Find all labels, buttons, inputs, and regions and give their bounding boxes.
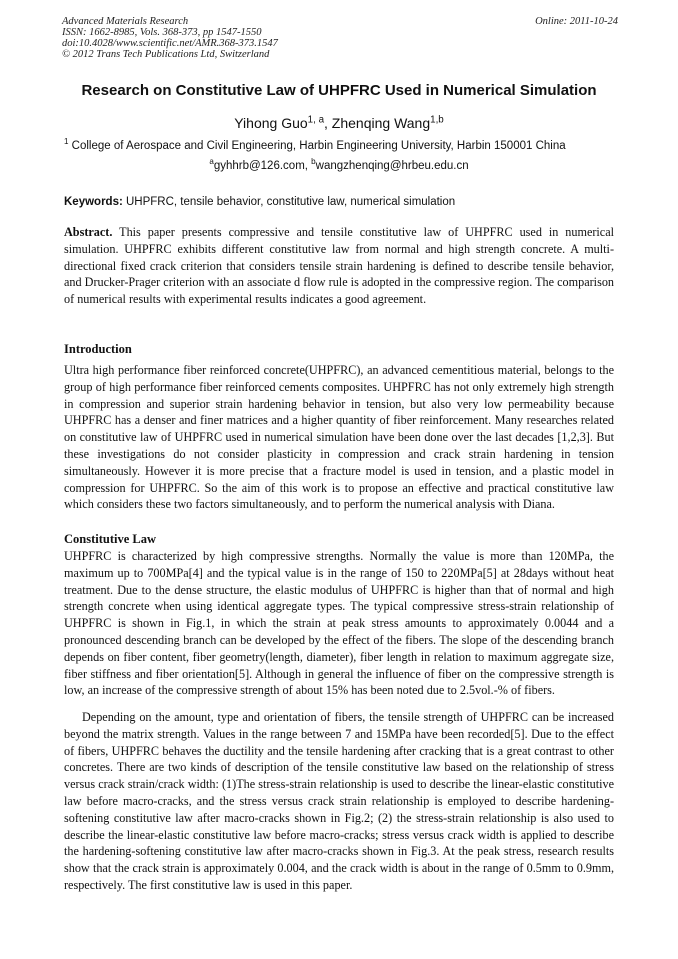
email-line	[40, 157, 638, 172]
abstract-text: This paper presents compressive and tensile constitutive law of UHPFRC used in numerical simulation. UHPFRC exhibits different constitutive law from normal and high strength concrete. A multi-directional fixed crack criterion that considers tensile strain hardening is defined to describe tensile behavior, and Drucker-Prager criterion with an associate d flow rule is adopted in the compressive region. The comparison of numerical results with experimental results indicates a good agreement.	[64, 225, 614, 307]
keywords-label: Keywords:	[64, 196, 123, 208]
paper-title: Research on Constitutive Law of UHPFRC Used in Numerical Simulation	[81, 82, 597, 99]
keywords	[64, 196, 620, 208]
doi-line: doi:10.4028/www.scientific.net/AMR.368-373.1547	[62, 38, 278, 49]
email-a: gyhhrb@126.com,	[213, 160, 312, 172]
introduction-heading: Introduction	[64, 342, 132, 356]
issn-line: ISSN: 1662-8985, Vols. 368-373, pp 1547-1550	[62, 27, 262, 38]
email-b: wangzhenqing@hrbeu.edu.cn	[315, 160, 469, 172]
abstract	[64, 224, 614, 308]
email-mark-b: b	[311, 157, 316, 167]
author-1-affil-mark: 1, a	[307, 114, 325, 126]
email-mark-a: a	[209, 157, 214, 167]
affiliation-mark: 1	[64, 137, 69, 147]
author-2-affil-mark: 1,b	[430, 114, 444, 126]
affiliation	[64, 137, 620, 152]
author-line	[40, 115, 638, 131]
journal-header	[62, 16, 618, 60]
affiliation-text: College of Aerospace and Civil Engineering, Harbin Engineering University, Harbin 150001 China	[68, 140, 566, 152]
constitutive-law-paragraph-2: Depending on the amount, type and orientation of fibers, the tensile strength of UHPFRC can be increased beyond the matrix strength. Values in the range between 7 and 15MPa have been recorded[5]. Due to the effect of fibers, UHPFRC behaves the ductility and the tensile hardening after cracking that is a great contrast to other concretes. There are two kinds of description of the tensile constitutive law based on the relationship of stress versus crack strain/crack width: (1)The stress-strain relationship is used to describe the linear-elastic constitutive law before macro-cracks, and the stress versus crack strain relationship is employed to describe hardening-softening constitutive law after macro-cracks shown in Fig.2; (2) the stress-strain relationship is also used to describe the linear-elastic constitutive law before macro-cracks; stress versus crack width is applied to describe the hardening-softening constitutive law after macro-cracks shown in Fig.3. At the peak stress, research results show that the crack strain is approximately 0.004, and the crack width is about in the range of 0.5mm to 0.9mm, respectively. The first constitutive law is used in this paper.	[64, 710, 614, 892]
constitutive-law-paragraph-1: UHPFRC is characterized by high compressive strengths. Normally the value is more than 120MPa, the maximum up to 700MPa[4] and the typical value is in the range of 150 to 220MPa[5] at 28days without heat treatment. Due to the dense structure, the elastic modulus of UHPFRC is higher than that of normal and high strength concrete when using identical aggregate types. The typical compressive stress-strain relationship of UHPFRC is shown in Fig.1, in which the strain at peak stress amounts to approximately 0.0044 and a pronounced descending branch can be developed by the effect of the fibers. The slope of the descending branch depends on fiber content, fiber geometry(length, diameter), fiber length in relation to maximum aggregate size, fiber stiffness and fiber orientation[5]. Although in general the influence of fiber on the compressive strength is low, an increase of the compressive strength of about 15% has been noted due to 2.5vol.-% of fibers.	[64, 549, 614, 698]
author-1: Yihong Guo	[234, 115, 308, 131]
copyright-line: © 2012 Trans Tech Publications Ltd, Switzerland	[62, 49, 270, 60]
constitutive-law-heading: Constitutive Law	[64, 532, 157, 546]
author-separator: ,	[324, 115, 332, 131]
keywords-text: UHPFRC, tensile behavior, constitutive law, numerical simulation	[122, 196, 456, 208]
journal-name: Advanced Materials Research	[62, 16, 189, 27]
author-2: Zhenqing Wang	[331, 115, 431, 131]
abstract-label: Abstract.	[64, 225, 113, 239]
introduction-paragraph: Ultra high performance fiber reinforced concrete(UHPFRC), an advanced cementitious material, belongs to the group of high performance fiber reinforced cements composites. UHPFRC has not only extremely high strength in compression and superior strain hardening behavior in tension, but also very low permeability because UHPFRC has a denser and finer matrices and a higher quantity of fiber reinforcement. Many researches related on constitutive law of UHPFRC used in numerical simulation have been done over the last decades [1,2,3]. But these investigations do not consider plasticity in compression and crack strain hardening in tension simultaneously. However it is more precise that a fracture model is used in tension, and a plastic model in compression for UHPFRC. So the aim of this work is to propose an effective and practical constitutive law which considers these two factors simultaneously, and to perform the numerical analysis with Diana.	[64, 363, 614, 512]
online-date: Online: 2011-10-24	[535, 16, 618, 27]
